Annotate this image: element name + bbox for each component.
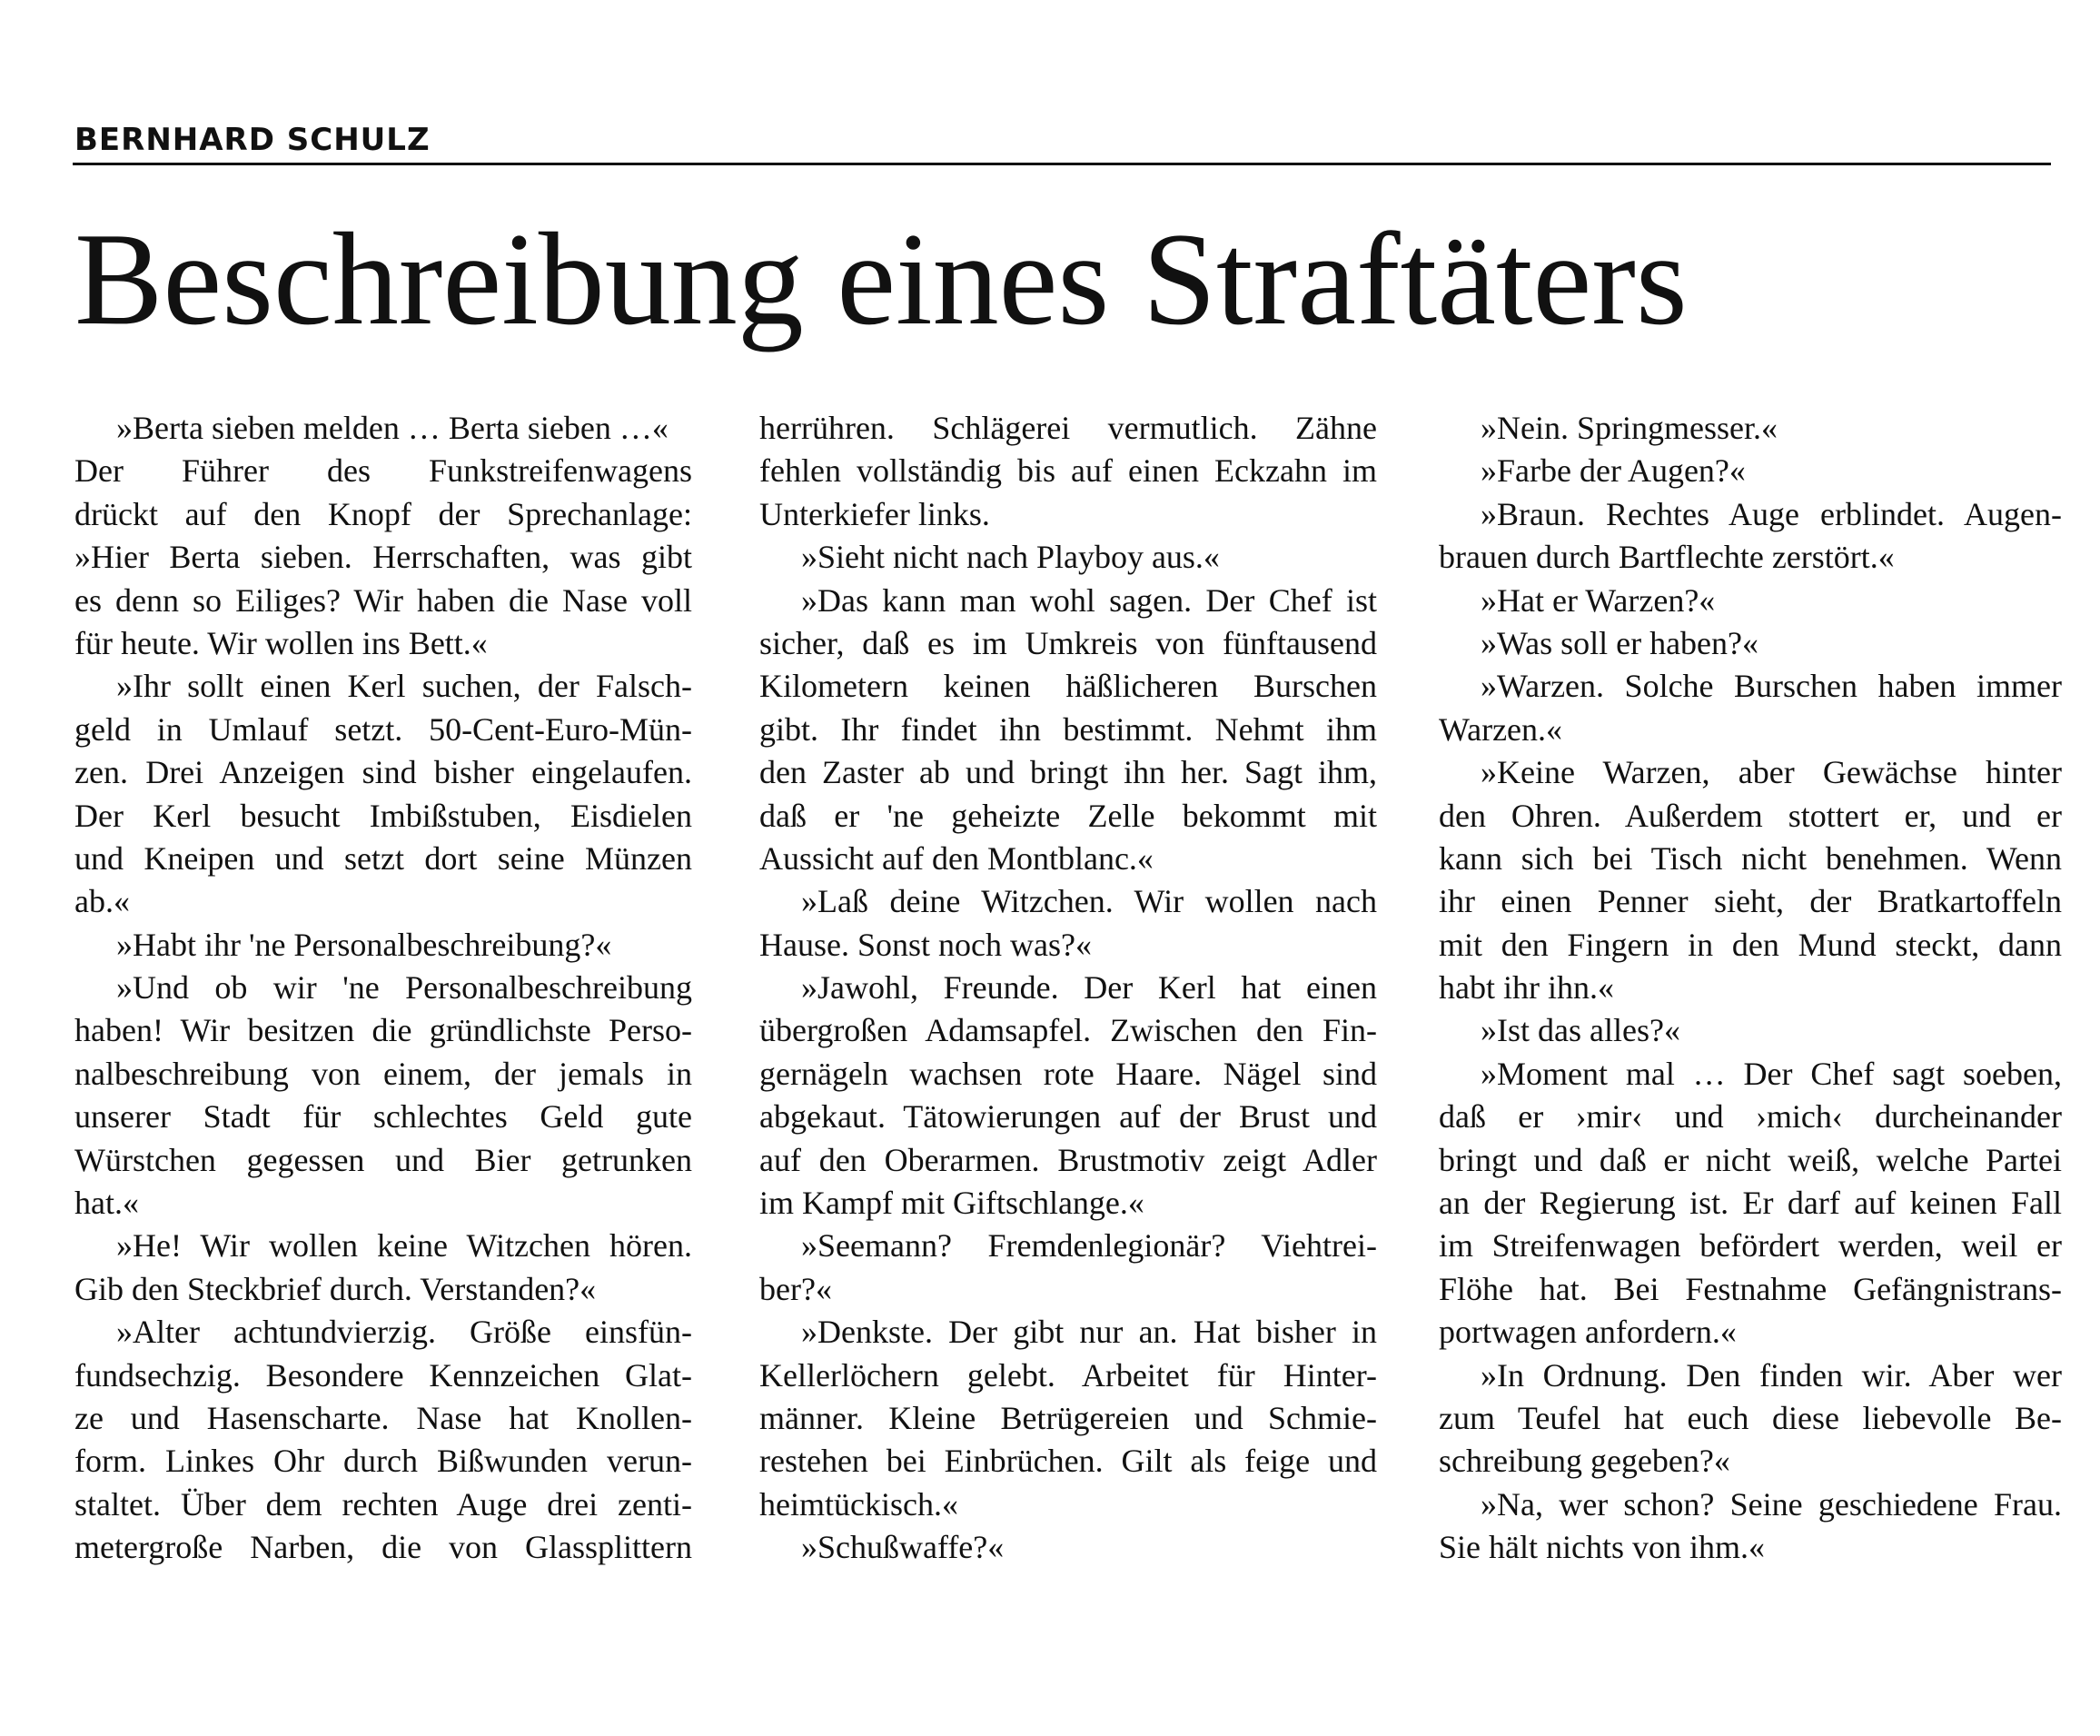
text-line: »Na, wer schon? Seine geschiedene Frau. [1481,1485,2062,1523]
author-byline: BERNHARD SCHULZ [74,122,431,158]
text-line: bringt und daß er nicht weiß, welche Partei [1439,1141,2062,1178]
text-line: Kellerlöchern gelebt. Arbeitet für Hinter- [759,1356,1377,1394]
text-line: »Denkste. Der gibt nur an. Hat bisher in [801,1314,1377,1351]
text-line: »Berta sieben melden … Berta sieben …« [116,410,669,446]
text-line: »Seemann? Fremdenlegionär? Viehtrei- [801,1227,1377,1265]
text-line: »Habt ihr 'ne Personalbeschreibung?« [116,926,612,963]
text-line: staltet. Über dem rechten Auge drei zenti- [74,1485,692,1523]
text-line: »Schußwaffe?« [801,1529,1005,1566]
text-line: daß er ›mir‹ und ›mich‹ durcheinander [1439,1098,2062,1136]
text-line: Flöhe hat. Bei Festnahme Gefängnistrans- [1439,1270,2062,1307]
article-title: Beschreibung eines Straftäters [74,205,1688,352]
text-line: Hause. Sonst noch was?« [759,926,1092,963]
text-line: im Kampf mit Giftschlange.« [759,1185,1144,1222]
text-line: »Jawohl, Freunde. Der Kerl hat einen [801,969,1377,1007]
text-line: ihr einen Penner sieht, der Bratkartoffeln [1439,883,2062,920]
text-line: Würstchen gegessen und Bier getrunken [74,1141,692,1178]
text-line: ze und Hasenscharte. Nase hat Knollen- [74,1399,692,1436]
text-line: Der Kerl besucht Imbißstuben, Eisdielen [74,797,692,834]
text-line: abgekaut. Tätowierungen auf der Brust und [759,1098,1377,1136]
text-line: »Laß deine Witzchen. Wir wollen nach [801,883,1377,920]
text-line: ber?« [759,1270,832,1307]
text-line: »Moment mal … Der Chef sagt soeben, [1481,1055,2062,1092]
text-line: gibt. Ihr findet ihn bestimmt. Nehmt ihm [759,710,1377,748]
text-line: »In Ordnung. Den finden wir. Aber wer [1481,1356,2062,1394]
text-line: den Ohren. Außerdem stottert er, und er [1439,797,2062,834]
text-line: »Hier Berta sieben. Herrschaften, was gibt [74,539,692,576]
text-line: Kilometern keinen häßlicheren Burschen [759,668,1377,705]
text-line: im Streifenwagen befördert werden, weil er [1439,1227,2062,1265]
text-line: form. Linkes Ohr durch Bißwunden verun- [74,1443,692,1480]
text-line: auf den Oberarmen. Brustmotiv zeigt Adler [759,1141,1377,1178]
text-line: »Braun. Rechtes Auge erblindet. Augen- [1481,495,2062,532]
text-line: fundsechzig. Besondere Kennzeichen Glat- [74,1356,692,1394]
text-line: »Alter achtundvierzig. Größe einsfün- [116,1314,692,1351]
text-line: heimtückisch.« [759,1485,958,1523]
text-line: Unterkiefer links. [759,495,990,532]
text-line: den Zaster ab und bringt ihn her. Sagt ihm, [759,754,1377,791]
text-line: geld in Umlauf setzt. 50-Cent-Euro-Mün- [74,710,692,748]
text-line: »Farbe der Augen?« [1481,452,1746,490]
text-line: und Kneipen und setzt dort seine Münzen [74,839,692,877]
text-column-1 [74,407,692,1570]
text-line: Aussicht auf den Montblanc.« [759,839,1154,877]
text-line: »Das kann man wohl sagen. Der Chef ist [801,581,1377,619]
text-line: »He! Wir wollen keine Witzchen hören. [116,1227,692,1265]
text-line: metergroße Narben, die von Glassplittern [74,1529,692,1566]
text-line: drückt auf den Knopf der Sprechanlage: [74,495,692,532]
text-line: für heute. Wir wollen ins Bett.« [74,624,488,661]
text-line: zum Teufel hat euch diese liebevolle Be- [1439,1399,2062,1436]
text-line: fehlen vollständig bis auf einen Eckzahn im [759,452,1377,490]
text-line: »Und ob wir 'ne Personalbeschreibung [116,969,692,1007]
text-line: übergroßen Adamsapfel. Zwischen den Fin- [759,1012,1377,1049]
text-line: »Nein. Springmesser.« [1481,410,1778,446]
text-line: »Ist das alles?« [1481,1012,1680,1049]
text-line: portwagen anfordern.« [1439,1314,1737,1351]
text-line: Sie hält nichts von ihm.« [1439,1529,1765,1566]
text-line: gernägeln wachsen rote Haare. Nägel sind [759,1055,1377,1092]
text-line: Der Führer des Funkstreifenwagens [74,452,692,490]
text-line: brauen durch Bartflechte zerstört.« [1439,539,1895,576]
text-line: es denn so Eiliges? Wir haben die Nase voll [74,581,692,619]
text-line: haben! Wir besitzen die gründlichste Perso- [74,1012,692,1049]
text-line: hat.« [74,1185,139,1222]
text-line: »Was soll er haben?« [1481,624,1758,661]
text-line: habt ihr ihn.« [1439,969,1614,1007]
text-line: unserer Stadt für schlechtes Geld gute [74,1098,692,1136]
text-line: restehen bei Einbrüchen. Gilt als feige und [759,1443,1377,1480]
text-line: Gib den Steckbrief durch. Verstanden?« [74,1270,597,1307]
text-line: nalbeschreibung von einem, der jemals in [74,1055,692,1092]
text-line: zen. Drei Anzeigen sind bisher eingelaufen. [74,754,692,791]
text-line: schreibung gegeben?« [1439,1443,1730,1480]
header-rule [73,163,2051,165]
text-line: an der Regierung ist. Er darf auf keinen Fall [1439,1185,2062,1222]
text-line: »Hat er Warzen?« [1481,581,1716,619]
text-column-3 [1439,407,2062,1570]
text-line: »Warzen. Solche Burschen haben immer [1481,668,2062,705]
text-column-2 [759,407,1377,1570]
text-line: herrühren. Schlägerei vermutlich. Zähne [759,410,1377,446]
text-line: »Ihr sollt einen Kerl suchen, der Falsch- [116,668,692,705]
text-line: männer. Kleine Betrügereien und Schmie- [759,1399,1377,1436]
text-line: daß er 'ne geheizte Zelle bekommt mit [759,797,1377,834]
text-line: ab.« [74,883,130,920]
text-line: sicher, daß es im Umkreis von fünftausend [759,624,1377,661]
text-line: »Sieht nicht nach Playboy aus.« [801,539,1220,576]
text-line: »Keine Warzen, aber Gewächse hinter [1481,754,2062,791]
text-line: kann sich bei Tisch nicht benehmen. Wenn [1439,839,2062,877]
text-line: mit den Fingern in den Mund steckt, dann [1439,926,2062,963]
text-line: Warzen.« [1439,710,1563,748]
